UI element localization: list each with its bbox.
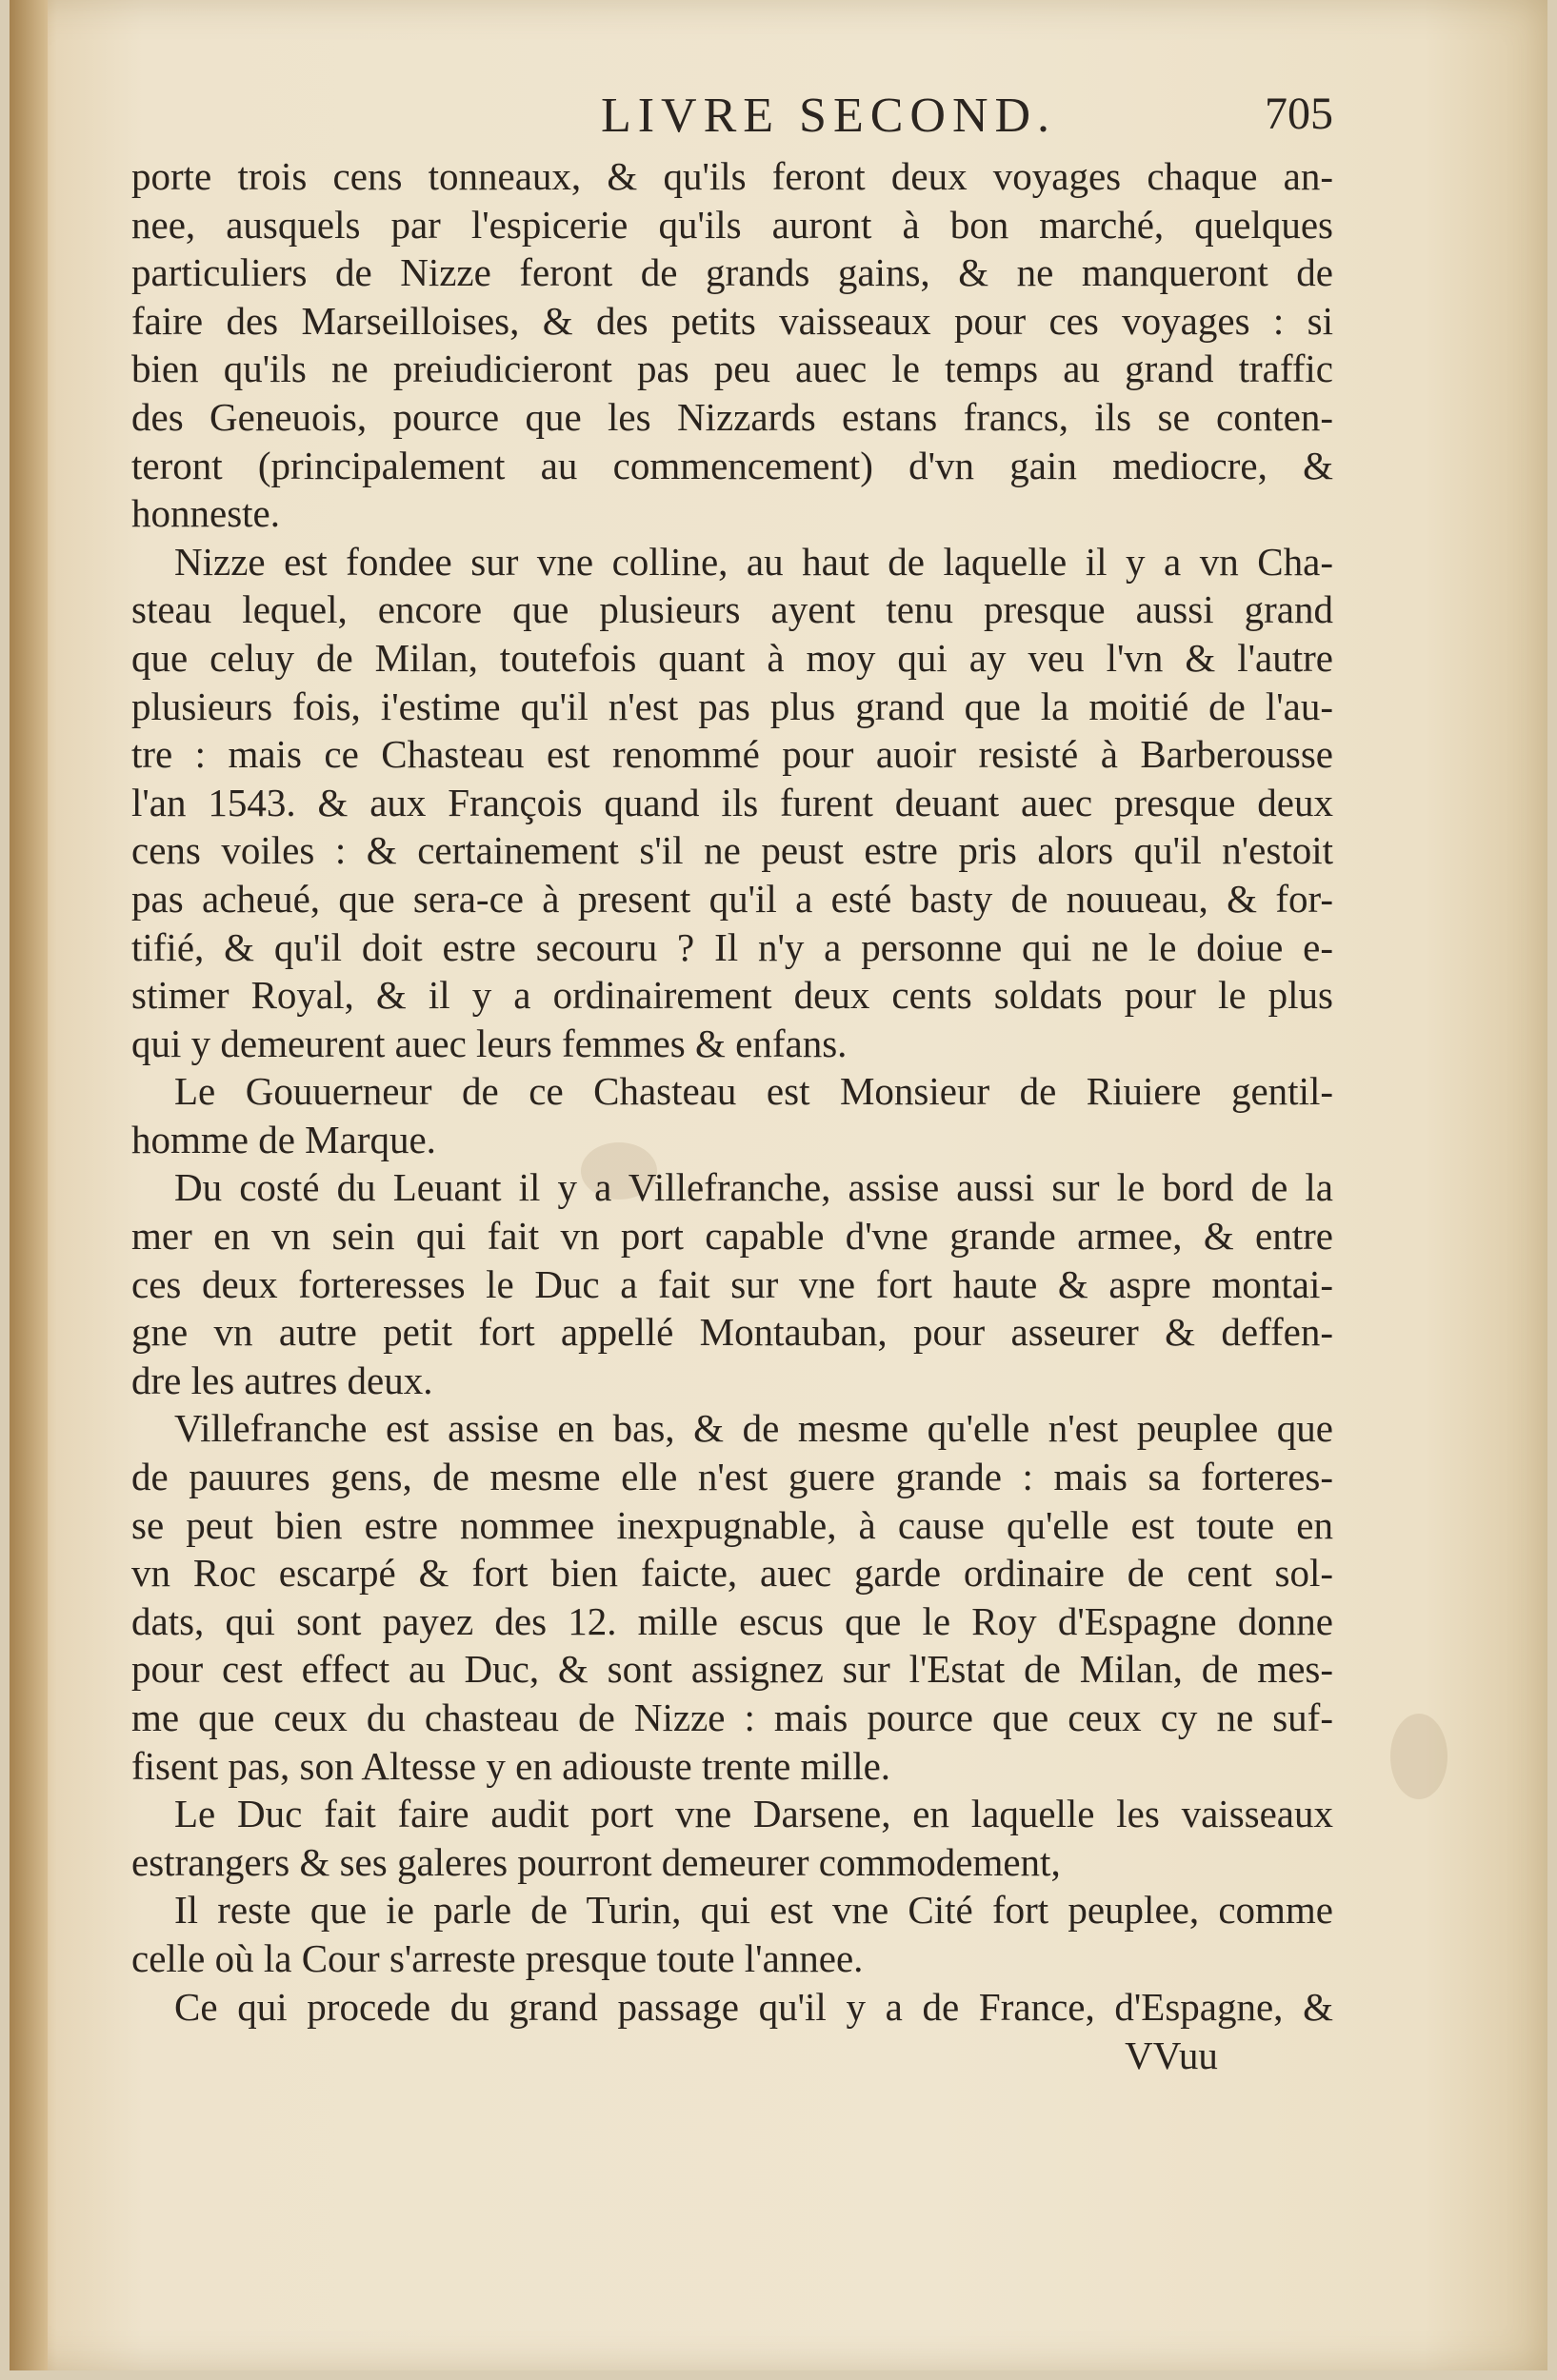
text-line: homme de Marque. xyxy=(131,1117,436,1161)
text-line: celle où la Cour s'arreste presque toute l'annee. xyxy=(131,1935,864,1980)
running-title: LIVRE SECOND. xyxy=(600,89,1057,143)
text-line: qui y demeurent auec leurs femmes & enfans. xyxy=(131,1021,848,1065)
text-line: gne vn autre petit fort appellé Montauban, pour asseurer & deffen- xyxy=(131,1310,1333,1355)
text-line: estrangers & ses galeres pourront demeurer commodement, xyxy=(131,1839,1061,1884)
text-line: des Geneuois, pource que les Nizzards estans francs, ils se conten- xyxy=(131,394,1333,439)
text-line: dats, qui sont payez des 12. mille escus que le Roy d'Espagne donne xyxy=(131,1598,1333,1643)
text-line: se peut bien estre nommee inexpugnable, à cause qu'elle est toute en xyxy=(131,1502,1333,1547)
text-line: Nizze est fondee sur vne colline, au haut de laquelle il y a vn Cha- xyxy=(174,539,1333,584)
paper-stain xyxy=(1390,1714,1447,1799)
text-line: Villefranche est assise en bas, & de mesme qu'elle n'est peuplee que xyxy=(174,1406,1333,1451)
text-line: stimer Royal, & il y a ordinairement deux cents soldats pour le plus xyxy=(131,973,1333,1018)
text-line: cens voiles : & certainement s'il ne peust estre pris alors qu'il n'estoit xyxy=(131,828,1333,873)
text-line: pour cest effect au Duc, & sont assignez sur l'Estat de Milan, de mes- xyxy=(131,1647,1333,1692)
text-line: de pauures gens, de mesme elle n'est guere grande : mais sa forteres- xyxy=(131,1455,1333,1499)
text-line: bien qu'ils ne preiudicieront pas peu auec le temps au grand traffic xyxy=(131,347,1333,391)
text-line: teront (principalement au commencement) d'vn gain mediocre, & xyxy=(131,443,1333,487)
text-line: Le Duc fait faire audit port vne Darsene, en laquelle les vaisseaux xyxy=(174,1792,1333,1836)
text-line: honneste. xyxy=(131,491,280,536)
text-line: nee, ausquels par l'espicerie qu'ils auront à bon marché, quelques xyxy=(131,202,1333,247)
page-number: 705 xyxy=(1265,89,1333,139)
text-line: plusieurs fois, i'estime qu'il n'est pas plus grand que la moitié de l'au- xyxy=(131,684,1333,728)
text-line: ces deux forteresses le Duc a fait sur vne fort haute & aspre montai- xyxy=(131,1261,1333,1306)
text-line: tre : mais ce Chasteau est renommé pour auoir resisté à Barberousse xyxy=(131,732,1333,777)
text-line: steau lequel, encore que plusieurs ayent tenu presque aussi grand xyxy=(131,587,1333,632)
book-page xyxy=(10,0,1547,2370)
body-text xyxy=(131,152,1333,2031)
text-line: Il reste que ie parle de Turin, qui est vne Cité fort peuplee, comme xyxy=(174,1888,1333,1933)
text-line: Ce qui procede du grand passage qu'il y a de France, d'Espagne, & xyxy=(174,1984,1333,2029)
text-line: porte trois cens tonneaux, & qu'ils feront deux voyages chaque an- xyxy=(131,154,1333,198)
page-gutter-edge xyxy=(10,0,48,2370)
text-line: tifié, & qu'il doit estre secouru ? Il n'y a personne qui ne le doiue e- xyxy=(131,924,1333,969)
text-line: dre les autres deux. xyxy=(131,1358,433,1402)
text-line: fisent pas, son Altesse y en adiouste trente mille. xyxy=(131,1743,891,1788)
text-line: pas acheué, que sera-ce à present qu'il a esté basty de nouueau, & for- xyxy=(131,876,1333,921)
text-line: Du costé du Leuant il y a Villefranche, assise aussi sur le bord de la xyxy=(174,1165,1333,1210)
text-line: que celuy de Milan, toutefois quant à moy qui ay veu l'vn & l'autre xyxy=(131,635,1333,680)
catchword: VVuu xyxy=(1125,2033,1218,2077)
text-line: l'an 1543. & aux François quand ils furent deuant auec presque deux xyxy=(131,780,1333,824)
text-line: Le Gouuerneur de ce Chasteau est Monsieur de Riuiere gentil- xyxy=(174,1069,1333,1114)
text-line: vn Roc escarpé & fort bien faicte, auec garde ordinaire de cent sol- xyxy=(131,1551,1333,1596)
text-line: mer en vn sein qui fait vn port capable d'vne grande armee, & entre xyxy=(131,1214,1333,1259)
text-line: me que ceux du chasteau de Nizze : mais pource que ceux cy ne suf- xyxy=(131,1696,1333,1739)
text-line: faire des Marseilloises, & des petits vaisseaux pour ces voyages : si xyxy=(131,298,1333,343)
text-line: particuliers de Nizze feront de grands gains, & ne manqueront de xyxy=(131,250,1333,295)
